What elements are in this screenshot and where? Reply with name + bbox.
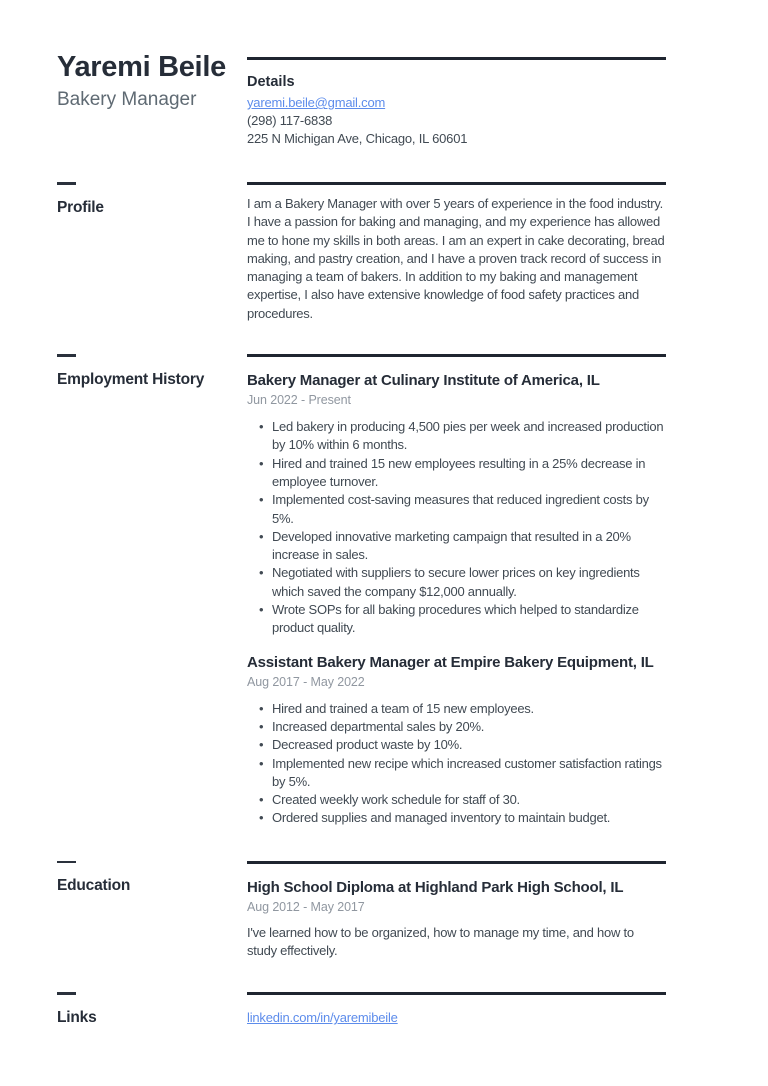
profile-label-col — [0, 182, 247, 217]
links-section-label: Links — [57, 1008, 97, 1026]
education-title: High School Diploma at Highland Park High School, IL — [247, 878, 624, 896]
education-section — [0, 861, 768, 961]
job-bullet: • Implemented cost-saving measures that reduced ingredient costs by 5%. — [272, 491, 666, 528]
job-title: Assistant Bakery Manager at Empire Bakery Equipment, IL — [247, 653, 654, 671]
job-bullet-list — [247, 418, 666, 638]
links-content — [247, 992, 666, 1027]
linkedin-link[interactable]: linkedin.com/in/yaremibeile — [247, 1010, 398, 1026]
education-label-col — [0, 861, 247, 896]
profile-section — [0, 182, 768, 323]
profile-section-label: Profile — [57, 198, 104, 216]
header-left — [0, 50, 247, 112]
details-block — [247, 57, 666, 148]
job-bullet: • Ordered supplies and managed inventory to maintain budget. — [272, 809, 666, 827]
job-bullet: • Decreased product waste by 10%. — [272, 736, 666, 754]
job-bullet: • Hired and trained a team of 15 new employees. — [272, 700, 666, 718]
employment-label-col — [0, 354, 247, 389]
links-section — [0, 992, 768, 1027]
section-dash-icon — [57, 861, 76, 864]
job-bullet: • Negotiated with suppliers to secure lower prices on key ingredients which saved the company $12,000 annually. — [272, 564, 666, 601]
links-label-col — [0, 992, 247, 1027]
employment-section-label: Employment History — [57, 370, 205, 388]
header-section — [0, 50, 768, 148]
job-dates: Aug 2017 - May 2022 — [247, 674, 365, 689]
job-title: Bakery Manager at Culinary Institute of America, IL — [247, 372, 600, 390]
person-name: Yaremi Beile — [57, 51, 226, 83]
section-dash-icon — [57, 992, 76, 995]
education-section-label: Education — [57, 877, 131, 895]
phone-number: (298) 117-6838 — [247, 113, 333, 128]
person-job-title: Bakery Manager — [57, 89, 197, 110]
employment-content — [247, 354, 666, 828]
job-bullet-list — [247, 700, 666, 828]
education-content — [247, 861, 666, 961]
job-bullet: • Hired and trained 15 new employees resulting in a 25% decrease in employee turnover. — [272, 455, 666, 492]
links-row — [247, 1009, 666, 1027]
email-link[interactable]: yaremi.beile@gmail.com — [247, 95, 386, 110]
education-dates: Aug 2012 - May 2017 — [247, 899, 365, 914]
job-entry — [247, 371, 666, 638]
job-bullet: • Developed innovative marketing campaign that resulted in a 20% increase in sales. — [272, 528, 666, 565]
profile-content — [247, 182, 666, 323]
details-heading: Details — [247, 74, 295, 90]
section-dash-icon — [57, 354, 76, 357]
job-bullet: • Increased departmental sales by 20%. — [272, 718, 666, 736]
job-entry — [247, 653, 666, 828]
employment-section — [0, 354, 768, 828]
address: 225 N Michigan Ave, Chicago, IL 60601 — [247, 131, 468, 146]
section-dash-icon — [57, 182, 76, 185]
profile-paragraph: I am a Bakery Manager with over 5 years of experience in the food industry. I have a passion for baking and managing, and my experience has allowed me to hone my skills in both areas. I am an expert in cake decorating, bread making, and pastry creation, and I have a proven track record of success in managing a team of bakers. In addition to my baking and management expertise, I also have extensive knowledge of food safety practices and procedures. — [247, 196, 665, 321]
education-description: I've learned how to be organized, how to manage my time, and how to study effectively. — [247, 924, 634, 959]
job-bullet: • Wrote SOPs for all baking procedures which helped to standardize product quality. — [272, 601, 666, 638]
job-bullet: • Created weekly work schedule for staff of 30. — [272, 791, 666, 809]
job-bullet: • Implemented new recipe which increased customer satisfaction ratings by 5%. — [272, 755, 666, 792]
job-bullet: • Led bakery in producing 4,500 pies per week and increased production by 10% within 6 months. — [272, 418, 666, 455]
email-row — [247, 94, 666, 112]
details-lines — [247, 94, 666, 148]
job-dates: Jun 2022 - Present — [247, 393, 351, 408]
